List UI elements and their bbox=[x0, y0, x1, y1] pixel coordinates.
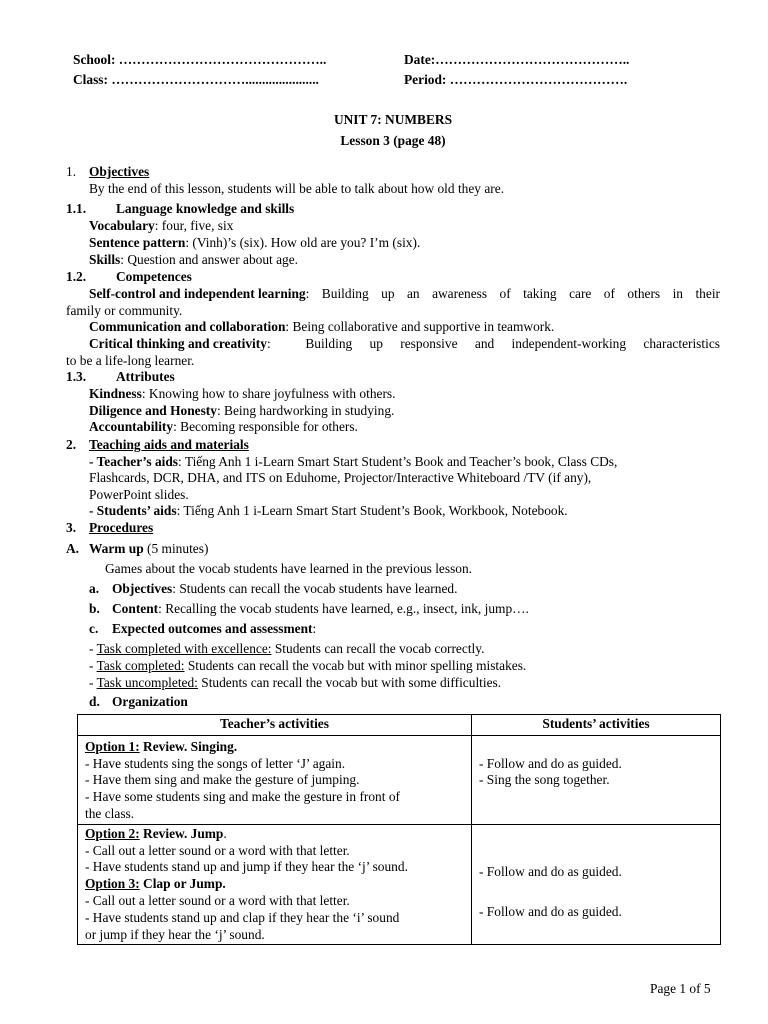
students-aids-line bbox=[89, 503, 568, 520]
kindness-line bbox=[89, 386, 396, 403]
date-dots: …………………………………….. bbox=[435, 52, 630, 67]
warmup-organization-label: Organization bbox=[112, 694, 188, 709]
outcome-excellent-text: Students can recall the vocab correctly. bbox=[271, 641, 485, 656]
critical-thinking-line bbox=[89, 336, 720, 353]
option-1-step-3-cont: the class. bbox=[85, 805, 135, 821]
class-dots: …………………………...................... bbox=[111, 72, 319, 87]
table-row bbox=[78, 824, 721, 945]
table-row bbox=[78, 735, 721, 824]
teacher-aids-text-3: PowerPoint slides. bbox=[89, 487, 189, 502]
vocab-line bbox=[89, 218, 233, 235]
objectives-intro: By the end of this lesson, students will be able to talk about how old they are. bbox=[89, 181, 505, 196]
attributes-number: 1.3. bbox=[66, 369, 87, 384]
teacher-aids-text-2: Flashcards, DCR, DHA, and ITS on Eduhome, Projector/Interactive Whiteboard /TV (if any), bbox=[89, 470, 592, 485]
students-aids-label: - Students’ aids bbox=[89, 503, 177, 518]
outcome-uncompleted-label: Task uncompleted: bbox=[96, 675, 198, 690]
outcome-uncompleted bbox=[89, 675, 501, 692]
outcome-completed-text: Students can recall the vocab but with minor spelling mistakes. bbox=[184, 658, 527, 673]
period-dots: …………………………………. bbox=[449, 72, 628, 87]
self-control-text-2: family or community. bbox=[66, 303, 183, 318]
kindness-label: Kindness bbox=[89, 386, 142, 401]
communication-text: : Being collaborative and supportive in teamwork. bbox=[285, 319, 555, 334]
warmup-a-letter: a. bbox=[89, 581, 100, 596]
skills-line bbox=[89, 252, 298, 269]
warmup-outcomes-line bbox=[112, 621, 316, 638]
class-field bbox=[73, 72, 319, 89]
pattern-text: : (Vinh)’s (six). How old are you? I’m (six). bbox=[185, 235, 421, 250]
self-control-label: Self-control and independent learning bbox=[89, 286, 306, 301]
skills-text: : Question and answer about age. bbox=[120, 252, 299, 267]
self-control-text: : Building up an awareness of taking care of others in their bbox=[305, 286, 720, 301]
students-activities-header: Students’ activities bbox=[472, 715, 721, 736]
warmup-content-label: Content bbox=[112, 601, 159, 616]
kindness-text: : Knowing how to share joyfulness with others. bbox=[141, 386, 396, 401]
outcome-uncompleted-dash: - bbox=[89, 675, 97, 690]
outcome-uncompleted-text: Students can recall the vocab but with some difficulties. bbox=[197, 675, 502, 690]
outcome-completed-dash: - bbox=[89, 658, 97, 673]
outcome-completed bbox=[89, 658, 526, 675]
option-3-label: Option 3: bbox=[85, 876, 140, 892]
warmup-b-letter: b. bbox=[89, 601, 100, 616]
aids-heading: Teaching aids and materials bbox=[89, 437, 249, 452]
warmup-content-text: : Recalling the vocab students have learned, e.g., insect, ink, jump…. bbox=[158, 601, 529, 616]
option-1-step-3: - Have some students sing and make the gesture in front of bbox=[85, 789, 400, 805]
lang-heading: Language knowledge and skills bbox=[116, 201, 295, 216]
outcome-excellent-dash: - bbox=[89, 641, 97, 656]
students-activities-cell bbox=[472, 735, 721, 824]
accountability-text: : Becoming responsible for others. bbox=[173, 419, 358, 434]
warmup-description: Games about the vocab students have learned in the previous lesson. bbox=[105, 561, 473, 576]
warmup-letter: A. bbox=[66, 541, 80, 556]
communication-label: Communication and collaboration bbox=[89, 319, 286, 334]
period-field bbox=[404, 72, 627, 89]
students-aids-text: : Tiếng Anh 1 i-Learn Smart Start Student’s Book, Workbook, Notebook. bbox=[176, 503, 568, 518]
skills-label: Skills bbox=[89, 252, 121, 267]
teacher-activities-cell bbox=[78, 824, 472, 945]
date-field bbox=[404, 52, 629, 69]
outcome-excellent bbox=[89, 641, 484, 658]
vocab-label: Vocabulary bbox=[89, 218, 155, 233]
option-3-student-1: - Follow and do as guided. bbox=[479, 903, 622, 919]
aids-number: 2. bbox=[66, 437, 77, 452]
warmup-c-letter: c. bbox=[89, 621, 99, 636]
accountability-line bbox=[89, 419, 358, 436]
option-2-step-1: - Call out a letter sound or a word with that letter. bbox=[85, 842, 350, 858]
critical-thinking-label: Critical thinking and creativity bbox=[89, 336, 267, 351]
option-2-title: Review. Jump bbox=[139, 825, 224, 841]
page-number: Page 1 of 5 bbox=[650, 981, 711, 996]
option-2-label: Option 2: bbox=[85, 825, 140, 841]
teacher-aids-label: - Teacher’s aids bbox=[89, 454, 179, 469]
option-2-step-2: - Have students stand up and jump if they hear the ‘j’ sound. bbox=[85, 859, 408, 875]
procedures-heading: Procedures bbox=[89, 520, 154, 535]
date-label: Date: bbox=[404, 52, 436, 67]
warmup-objectives-line bbox=[112, 581, 457, 598]
option-3-step-2-cont: or jump if they hear the ‘j’ sound. bbox=[85, 926, 265, 942]
objectives-heading: Objectives bbox=[89, 164, 150, 179]
period-label: Period: bbox=[404, 72, 447, 87]
students-activities-cell bbox=[472, 824, 721, 945]
option-1-step-2: - Have them sing and make the gesture of jumping. bbox=[85, 772, 360, 788]
warmup-d-letter: d. bbox=[89, 694, 100, 709]
lang-number: 1.1. bbox=[66, 201, 87, 216]
warmup-heading-line bbox=[89, 541, 208, 558]
diligence-line bbox=[89, 403, 394, 420]
accountability-label: Accountability bbox=[89, 419, 174, 434]
warmup-outcomes-label: Expected outcomes and assessment bbox=[112, 621, 313, 636]
option-3-step-1: - Call out a letter sound or a word with that letter. bbox=[85, 892, 350, 908]
option-1-step-1: - Have students sing the songs of letter ‘J’ again. bbox=[85, 755, 346, 771]
objectives-number: 1. bbox=[66, 164, 77, 179]
diligence-text: : Being hardworking in studying. bbox=[216, 403, 395, 418]
lesson-title: Lesson 3 (page 48) bbox=[340, 133, 446, 148]
critical-thinking-text: : Building up responsive and independent-working characteristics bbox=[266, 336, 720, 351]
warmup-content-line bbox=[112, 601, 529, 618]
option-3-title: Clap or Jump. bbox=[139, 876, 226, 892]
outcome-completed-label: Task completed: bbox=[96, 658, 185, 673]
option-2-period: . bbox=[223, 825, 227, 841]
competences-heading: Competences bbox=[116, 269, 192, 284]
warmup-objectives-label: Objectives bbox=[112, 581, 173, 596]
warmup-outcomes-colon: : bbox=[312, 621, 317, 636]
school-dots: ……………………………………….. bbox=[118, 52, 327, 67]
vocab-text: : four, five, six bbox=[154, 218, 234, 233]
self-control-line bbox=[89, 286, 720, 303]
critical-thinking-text-2: to be a life-long learner. bbox=[66, 353, 195, 368]
diligence-label: Diligence and Honesty bbox=[89, 403, 217, 418]
option-3-step-2: - Have students stand up and clap if they hear the ‘i’ sound bbox=[85, 909, 400, 925]
attributes-heading: Attributes bbox=[116, 369, 175, 384]
option-2-student-1: - Follow and do as guided. bbox=[479, 864, 622, 880]
teacher-activities-header: Teacher’s activities bbox=[78, 715, 472, 736]
organization-table bbox=[77, 714, 721, 945]
teacher-aids-text: : Tiếng Anh 1 i-Learn Smart Start Student’s Book and Teacher’s book, Class CDs, bbox=[178, 454, 618, 469]
communication-line bbox=[89, 319, 554, 336]
teacher-aids-line bbox=[89, 454, 617, 471]
table-header-row bbox=[78, 715, 721, 736]
warmup-objectives-text: : Students can recall the vocab students have learned. bbox=[172, 581, 458, 596]
competences-number: 1.2. bbox=[66, 269, 87, 284]
pattern-line bbox=[89, 235, 420, 252]
school-label: School: bbox=[73, 52, 116, 67]
option-1-title: Review. Singing. bbox=[139, 738, 238, 754]
pattern-label: Sentence pattern bbox=[89, 235, 186, 250]
school-field bbox=[73, 52, 326, 69]
option-1-student-2: - Sing the song together. bbox=[479, 772, 610, 788]
procedures-number: 3. bbox=[66, 520, 77, 535]
teacher-activities-cell bbox=[78, 735, 472, 824]
option-1-student-1: - Follow and do as guided. bbox=[479, 755, 622, 771]
unit-title: UNIT 7: NUMBERS bbox=[333, 112, 453, 127]
warmup-heading: Warm up bbox=[89, 541, 144, 556]
option-1-label: Option 1: bbox=[85, 738, 140, 754]
outcome-excellent-label: Task completed with excellence: bbox=[96, 641, 272, 656]
warmup-duration: (5 minutes) bbox=[143, 541, 209, 556]
class-label: Class: bbox=[73, 72, 108, 87]
